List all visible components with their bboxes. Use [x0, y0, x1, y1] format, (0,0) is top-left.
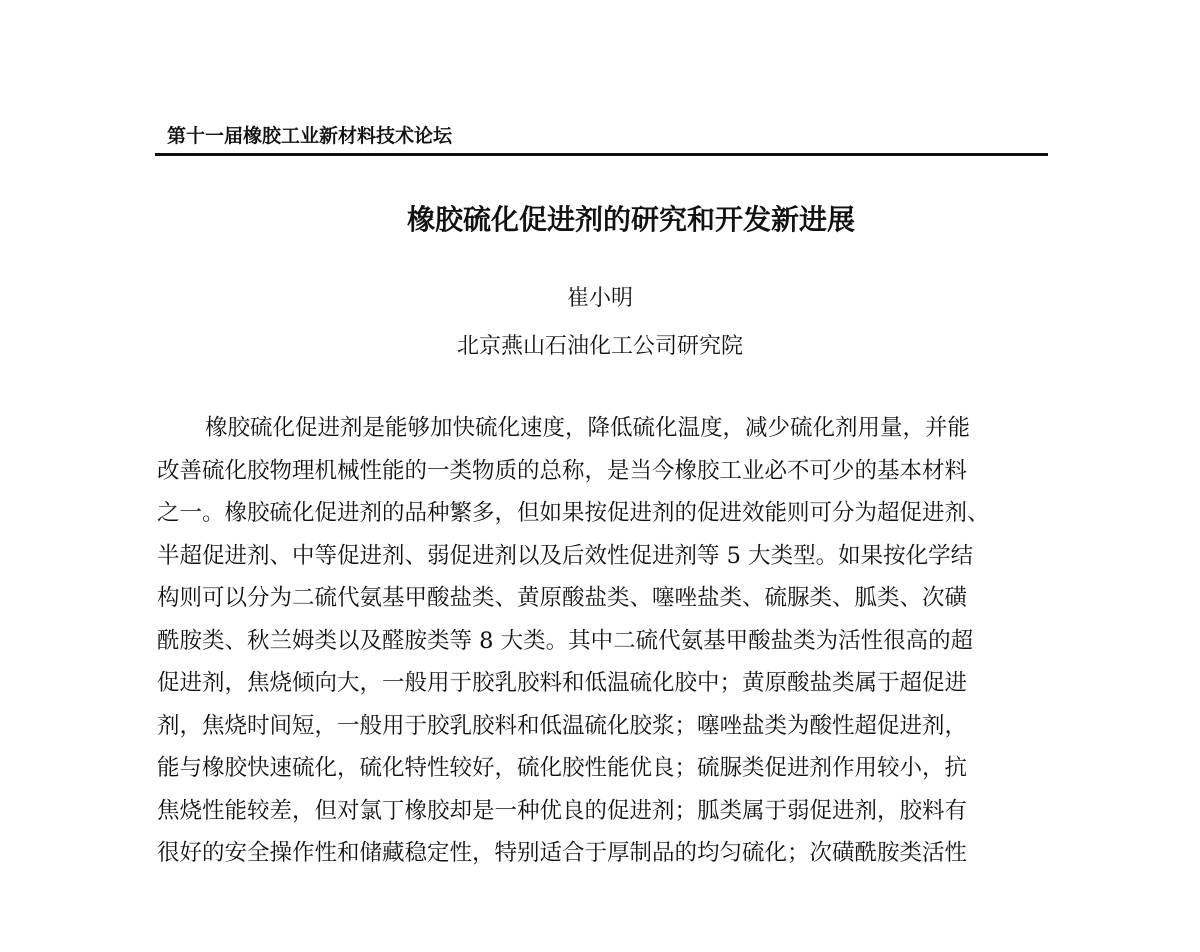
author-affiliation: 北京燕山石油化工公司研究院 — [456, 334, 743, 359]
body-line: 之一。橡胶硫化促进剂的品种繁多，但如果按促进剂的促进效能则可分为超促进剂、 — [157, 500, 990, 526]
body-line: 改善硫化胶物理机械性能的一类物质的总称，是当今橡胶工业必不可少的基本材料 — [157, 457, 968, 484]
body-line: 促进剂，焦烧倾向大，一般用于胶乳胶料和低温硫化胶中；黄原酸盐类属于超促进 — [157, 670, 968, 696]
author-name: 崔小明 — [566, 286, 633, 311]
body-line: 酰胺类、秋兰姆类以及醛胺类等 8 大类。其中二硫代氨基甲酸盐类为活性很高的超 — [157, 627, 974, 654]
header-rule — [155, 153, 1048, 156]
running-header — [155, 122, 1048, 156]
body-line: 能与橡胶快速硫化，硫化特性较好，硫化胶性能优良；硫脲类促进剂作用较小，抗 — [157, 755, 968, 781]
body-line: 半超促进剂、中等促进剂、弱促进剂以及后效性促进剂等 5 大类型。如果按化学结 — [157, 542, 974, 569]
body-line: 剂，焦烧时间短，一般用于胶乳胶料和低温硫化胶浆；噻唑盐类为酸性超促进剂， — [157, 712, 968, 739]
body-line: 焦烧性能较差，但对氯丁橡胶却是一种优良的促进剂；胍类属于弱促进剂，胶料有 — [157, 797, 968, 824]
body-line: 很好的安全操作性和储藏稳定性，特别适合于厚制品的均匀硫化；次磺酰胺类活性 — [157, 840, 968, 866]
body-line: 橡胶硫化促进剂是能够加快硫化速度，降低硫化温度，减少硫化剂用量，并能 — [205, 415, 971, 441]
body-paragraph — [157, 407, 1047, 875]
running-title: 第十一届橡胶工业新材料技术论坛 — [167, 125, 453, 147]
article-title: 橡胶硫化促进剂的研究和开发新进展 — [406, 203, 855, 236]
body-line: 构则可以分为二硫代氨基甲酸盐类、黄原酸盐类、噻唑盐类、硫脲类、胍类、次磺 — [157, 585, 968, 611]
